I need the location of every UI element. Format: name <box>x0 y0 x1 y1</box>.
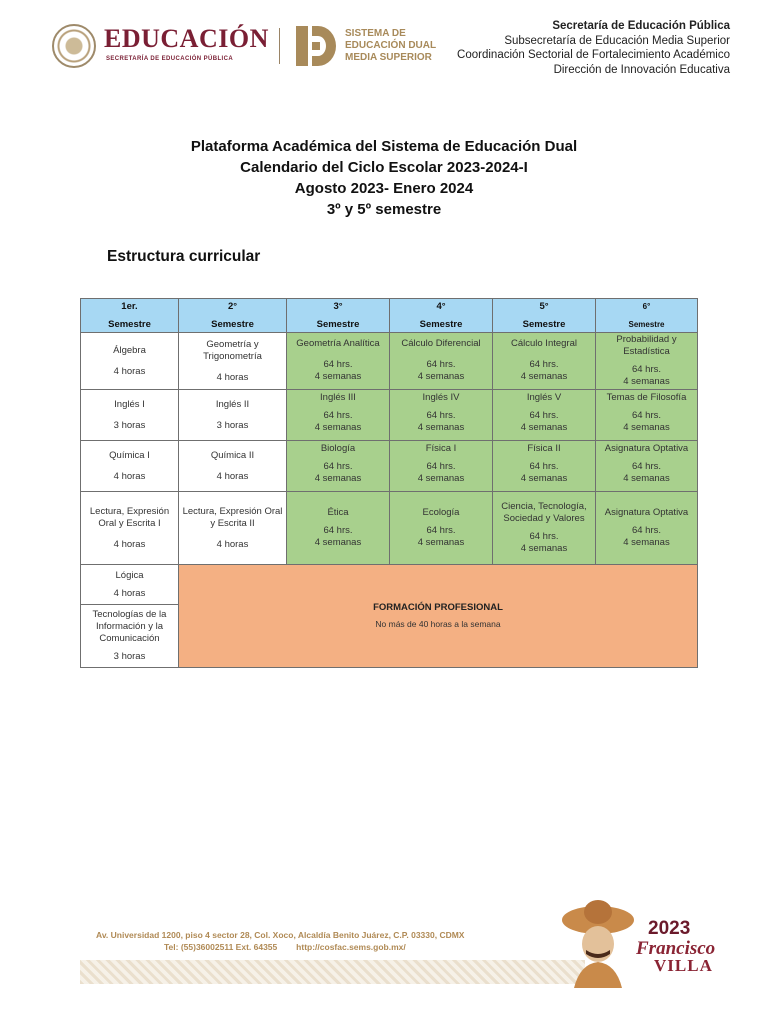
subject-weeks: 4 semanas <box>623 473 670 484</box>
national-seal-icon <box>52 24 96 68</box>
dual-logo-icon <box>296 26 336 66</box>
document-title <box>0 136 768 220</box>
brand-title: EDUCACIÓN <box>104 24 269 53</box>
subject-hours: 64 hrs. <box>529 461 559 472</box>
villa-first-name: Francisco <box>636 938 716 959</box>
subject-name: Ecología <box>422 507 460 518</box>
subject-hours: 4 horas <box>113 470 146 482</box>
footer-phone: Tel: (55)36002511 Ext. 64355 <box>164 942 278 952</box>
subject-name: Biología <box>320 443 356 454</box>
subject-name: Lógica <box>115 569 144 581</box>
header-divider <box>279 28 280 64</box>
subject-name: Química II <box>210 449 255 461</box>
villa-last-name: VILLA <box>654 956 713 975</box>
subject-cell <box>80 389 179 441</box>
formation-note: No más de 40 horas a la semana <box>375 619 501 629</box>
subject-name: Asignatura Optativa <box>604 443 689 454</box>
subject-hours: 4 horas <box>113 538 146 550</box>
subject-cell <box>389 440 493 492</box>
subject-name: Química I <box>109 449 150 461</box>
institution-line: Dirección de Innovación Educativa <box>553 63 730 76</box>
curriculum-table <box>80 298 698 668</box>
header-number: 2° <box>227 301 238 312</box>
subject-cell <box>595 389 698 441</box>
subject-cell <box>492 491 596 565</box>
header-label: Semestre <box>522 319 566 330</box>
subject-name: Inglés V <box>526 392 562 403</box>
institution-header <box>457 19 730 77</box>
subject-hours: 64 hrs. <box>631 364 662 375</box>
subject-cell <box>286 440 390 492</box>
subject-name: Cálculo Integral <box>510 338 577 349</box>
subject-name: Inglés IV <box>422 392 460 403</box>
subject-weeks: 4 semanas <box>520 543 568 554</box>
subject-weeks: 4 semanas <box>314 371 362 382</box>
subject-weeks: 4 semanas <box>417 473 465 484</box>
subject-hours: 64 hrs. <box>323 461 353 472</box>
header-number: 4° <box>436 301 446 312</box>
subject-cell <box>80 491 179 565</box>
subject-hours: 64 hrs. <box>323 525 353 536</box>
subject-hours: 64 hrs. <box>323 410 353 421</box>
subject-hours: 4 horas <box>113 587 146 599</box>
subject-weeks: 4 semanas <box>417 371 465 382</box>
subject-cell <box>595 332 698 390</box>
subject-weeks: 4 semanas <box>520 422 568 433</box>
subject-cell <box>492 389 596 441</box>
footer <box>80 902 640 990</box>
subject-cell <box>178 389 287 441</box>
header-cell <box>80 298 179 333</box>
institution-line: Secretaría de Educación Pública <box>552 20 730 32</box>
subject-cell <box>80 604 179 668</box>
subject-cell <box>492 440 596 492</box>
subject-hours: 4 horas <box>216 538 249 550</box>
subject-hours: 64 hrs. <box>529 359 559 370</box>
header-cell <box>178 298 287 333</box>
subject-weeks: 4 semanas <box>314 473 362 484</box>
subject-cell <box>286 332 390 390</box>
subject-name: Lectura, Expresión Oral y Escrita II <box>182 505 283 529</box>
header-cell <box>595 298 698 333</box>
subject-name: Asignatura Optativa <box>604 507 689 518</box>
subject-weeks: 4 semanas <box>314 537 362 548</box>
footer-address: Av. Universidad 1200, piso 4 sector 28, Col. Xoco, Alcaldía Benito Juárez, C.P. 03330, CDMX <box>96 930 465 940</box>
header-label: Semestre <box>108 319 151 330</box>
subject-weeks: 4 semanas <box>520 371 568 382</box>
educacion-logo <box>52 22 272 72</box>
subject-name: Geometría y Trigonometría <box>203 338 262 362</box>
subject-cell <box>286 389 390 441</box>
formation-title: FORMACIÓN PROFESIONAL <box>373 602 503 613</box>
villa-portrait-icon <box>560 898 636 988</box>
subject-cell <box>286 491 390 565</box>
subject-hours: 64 hrs. <box>426 359 456 370</box>
subject-name: Ciencia, Tecnología, Sociedad y Valores <box>501 501 587 524</box>
header-cell <box>286 298 390 333</box>
subject-cell <box>178 332 287 390</box>
footer-contact <box>164 942 406 952</box>
subject-hours: 3 horas <box>216 419 249 431</box>
subject-cell <box>80 332 179 390</box>
subject-cell <box>178 491 287 565</box>
subject-name: Inglés I <box>114 398 145 410</box>
subject-cell <box>389 491 493 565</box>
subject-name: Geometría Analítica <box>296 338 380 349</box>
subject-cell <box>389 389 493 441</box>
header-number: 1er. <box>121 301 138 312</box>
subject-cell <box>80 440 179 492</box>
subject-name: Física I <box>425 443 457 454</box>
subject-hours: 4 horas <box>113 365 146 377</box>
subject-name: Tecnologías de la Información y la Comunicación <box>92 609 167 644</box>
subject-hours: 64 hrs. <box>426 410 456 421</box>
header-cell <box>389 298 493 333</box>
villa-year: 2023 <box>648 918 691 939</box>
subject-hours: 64 hrs. <box>426 461 456 472</box>
subject-name: Álgebra <box>113 344 146 356</box>
subject-hours: 64 hrs. <box>529 410 559 421</box>
header-label: Semestre <box>211 319 254 330</box>
subject-name: Física II <box>527 443 561 454</box>
header-label: Semestre <box>419 319 463 330</box>
subject-name: Lectura, Expresión Oral y Escrita I <box>89 505 170 529</box>
brand-subtitle: SECRETARÍA DE EDUCACIÓN PÚBLICA <box>106 56 234 62</box>
title-line: Agosto 2023- Enero 2024 <box>294 180 474 197</box>
subject-hours: 3 horas <box>113 651 146 662</box>
dual-logo-text <box>345 28 436 64</box>
subject-weeks: 4 semanas <box>417 422 465 433</box>
subject-hours: 4 horas <box>216 371 249 383</box>
subject-hours: 64 hrs. <box>426 525 456 536</box>
subject-weeks: 4 semanas <box>314 422 362 433</box>
section-title: Estructura curricular <box>107 248 261 265</box>
header-number: 5° <box>539 301 549 312</box>
subject-hours: 64 hrs. <box>529 531 559 542</box>
subject-hours: 64 hrs. <box>631 525 662 536</box>
title-line: Calendario del Ciclo Escolar 2023-2024-I <box>240 159 528 176</box>
subject-weeks: 4 semanas <box>623 376 670 387</box>
subject-name: Cálculo Diferencial <box>401 338 481 349</box>
subject-cell <box>389 332 493 390</box>
subject-weeks: 4 semanas <box>623 422 670 433</box>
subject-weeks: 4 semanas <box>623 537 670 548</box>
institution-line: Subsecretaría de Educación Media Superior <box>504 34 730 47</box>
dual-line: EDUCACIÓN DUAL <box>345 40 437 51</box>
subject-cell <box>595 440 698 492</box>
subject-hours: 64 hrs. <box>323 359 353 370</box>
professional-training-block <box>178 564 698 668</box>
subject-hours: 4 horas <box>216 470 249 482</box>
subject-name: Inglés III <box>320 392 356 403</box>
subject-weeks: 4 semanas <box>417 537 465 548</box>
header-label: Semestre <box>316 319 360 330</box>
header-label: Semestre <box>628 320 665 329</box>
subject-name: Ética <box>327 507 349 518</box>
subject-cell <box>595 491 698 565</box>
decorative-pattern <box>80 960 585 984</box>
subject-hours: 3 horas <box>113 419 146 431</box>
subject-weeks: 4 semanas <box>520 473 568 484</box>
subject-name: Probabilidad y Estadística <box>616 334 677 357</box>
subject-hours: 64 hrs. <box>631 461 662 472</box>
footer-url[interactable]: http://cosfac.sems.gob.mx/ <box>296 942 406 952</box>
title-line: 3º y 5º semestre <box>326 201 442 218</box>
subject-cell <box>178 440 287 492</box>
header-number: 3° <box>333 301 343 312</box>
subject-hours: 64 hrs. <box>631 410 662 421</box>
subject-cell <box>492 332 596 390</box>
dual-line: SISTEMA DE <box>345 28 406 39</box>
institution-line: Coordinación Sectorial de Fortalecimiento Académico <box>457 49 730 61</box>
header-number: 6° <box>642 302 651 311</box>
subject-name: Inglés II <box>215 398 250 410</box>
title-line: Plataforma Académica del Sistema de Educación Dual <box>190 138 578 155</box>
subject-cell <box>80 564 179 605</box>
dual-line: MEDIA SUPERIOR <box>345 52 432 63</box>
subject-name: Temas de Filosofía <box>606 392 687 403</box>
header-cell <box>492 298 596 333</box>
